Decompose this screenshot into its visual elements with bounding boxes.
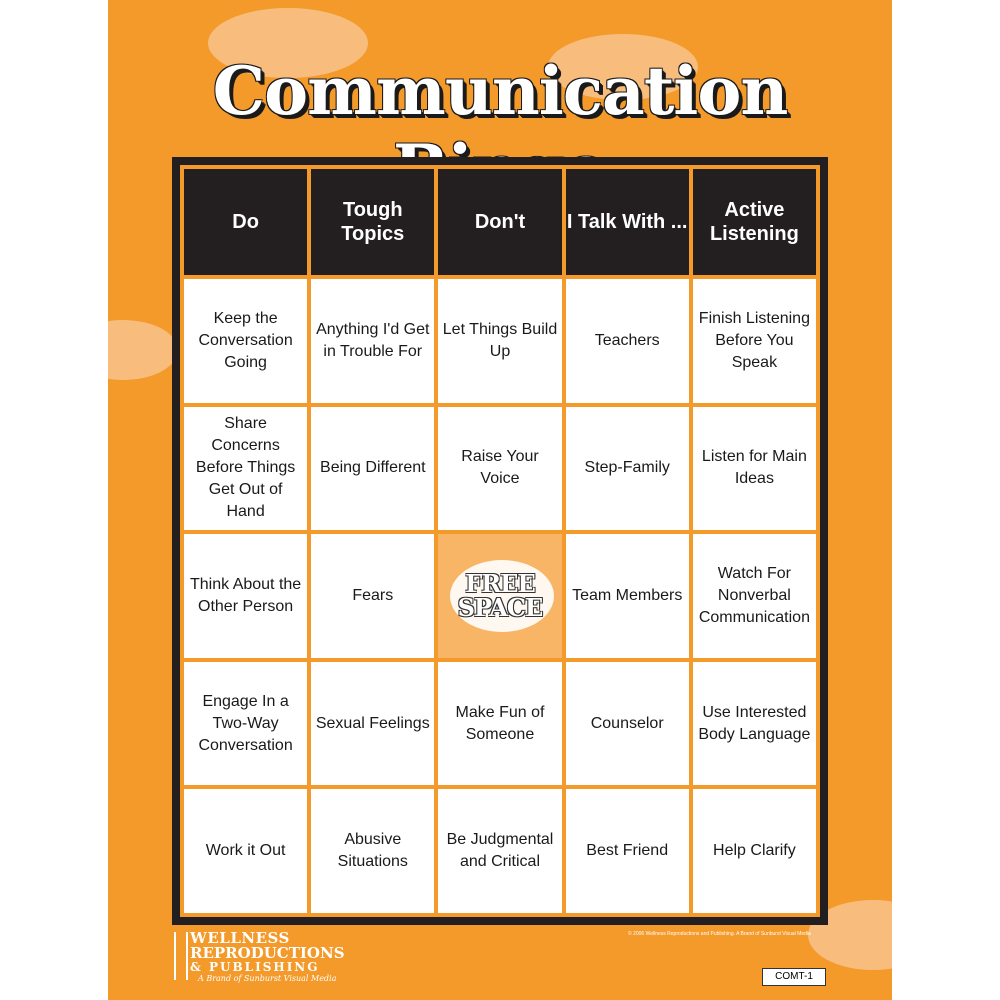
bingo-cell: Finish Listening Before You Speak: [693, 279, 816, 403]
free-space-line: SPACE: [457, 592, 543, 622]
bingo-cell: Fears: [311, 534, 434, 658]
bingo-cell: Think About the Other Person: [184, 534, 307, 658]
bingo-cell: Let Things Build Up: [438, 279, 561, 403]
bingo-cell: Teachers: [566, 279, 689, 403]
bingo-cell: Work it Out: [184, 789, 307, 913]
free-space-cell: [438, 534, 561, 658]
bingo-cell: Watch For Nonverbal Communication: [693, 534, 816, 658]
bingo-cell: Keep the Conversation Going: [184, 279, 307, 403]
copyright-notice: © 2006 Wellness Reproductions and Publishing. A Brand of Sunburst Visual Media: [628, 931, 811, 937]
publisher-logo: [174, 930, 344, 988]
bingo-cell: Share Concerns Before Things Get Out of Hand: [184, 407, 307, 531]
poster-title: Communication: [212, 52, 788, 130]
bingo-cell: Counselor: [566, 662, 689, 786]
column-header: Do: [184, 169, 307, 275]
bingo-cell: Listen for Main Ideas: [693, 407, 816, 531]
logo-tagline: A Brand of Sunburst Visual Media: [198, 974, 337, 983]
column-header: Active Listening: [693, 169, 816, 275]
column-header: Tough Topics: [311, 169, 434, 275]
logo-text: WELLNESS: [190, 929, 290, 947]
column-header: I Talk With ...: [566, 169, 689, 275]
logo-text: REPRODUCTIONS: [190, 944, 345, 962]
bingo-cell: Step-Family: [566, 407, 689, 531]
bingo-cell: Sexual Feelings: [311, 662, 434, 786]
speech-bubble-decoration: [108, 320, 178, 380]
poster: [108, 0, 892, 1000]
bingo-grid: [180, 165, 820, 917]
logo-text: & PUBLISHING: [190, 960, 320, 974]
bingo-cell: Use Interested Body Language: [693, 662, 816, 786]
bingo-cell: Team Members: [566, 534, 689, 658]
bingo-cell: Abusive Situations: [311, 789, 434, 913]
bingo-cell: Be Judgmental and Critical: [438, 789, 561, 913]
bingo-cell: Best Friend: [566, 789, 689, 913]
bingo-cell: Raise Your Voice: [438, 407, 561, 531]
logo-bars-icon: [174, 932, 188, 980]
column-header: Don't: [438, 169, 561, 275]
free-space-label: [457, 568, 543, 622]
bingo-cell: Being Different: [311, 407, 434, 531]
bingo-cell: Engage In a Two-Way Conversation: [184, 662, 307, 786]
free-space-line: FREE: [465, 568, 535, 598]
product-code: COMT-1: [762, 968, 826, 986]
bingo-cell: Anything I'd Get in Trouble For: [311, 279, 434, 403]
bingo-board: [172, 157, 828, 925]
bingo-cell: Help Clarify: [693, 789, 816, 913]
bingo-cell: Make Fun of Someone: [438, 662, 561, 786]
